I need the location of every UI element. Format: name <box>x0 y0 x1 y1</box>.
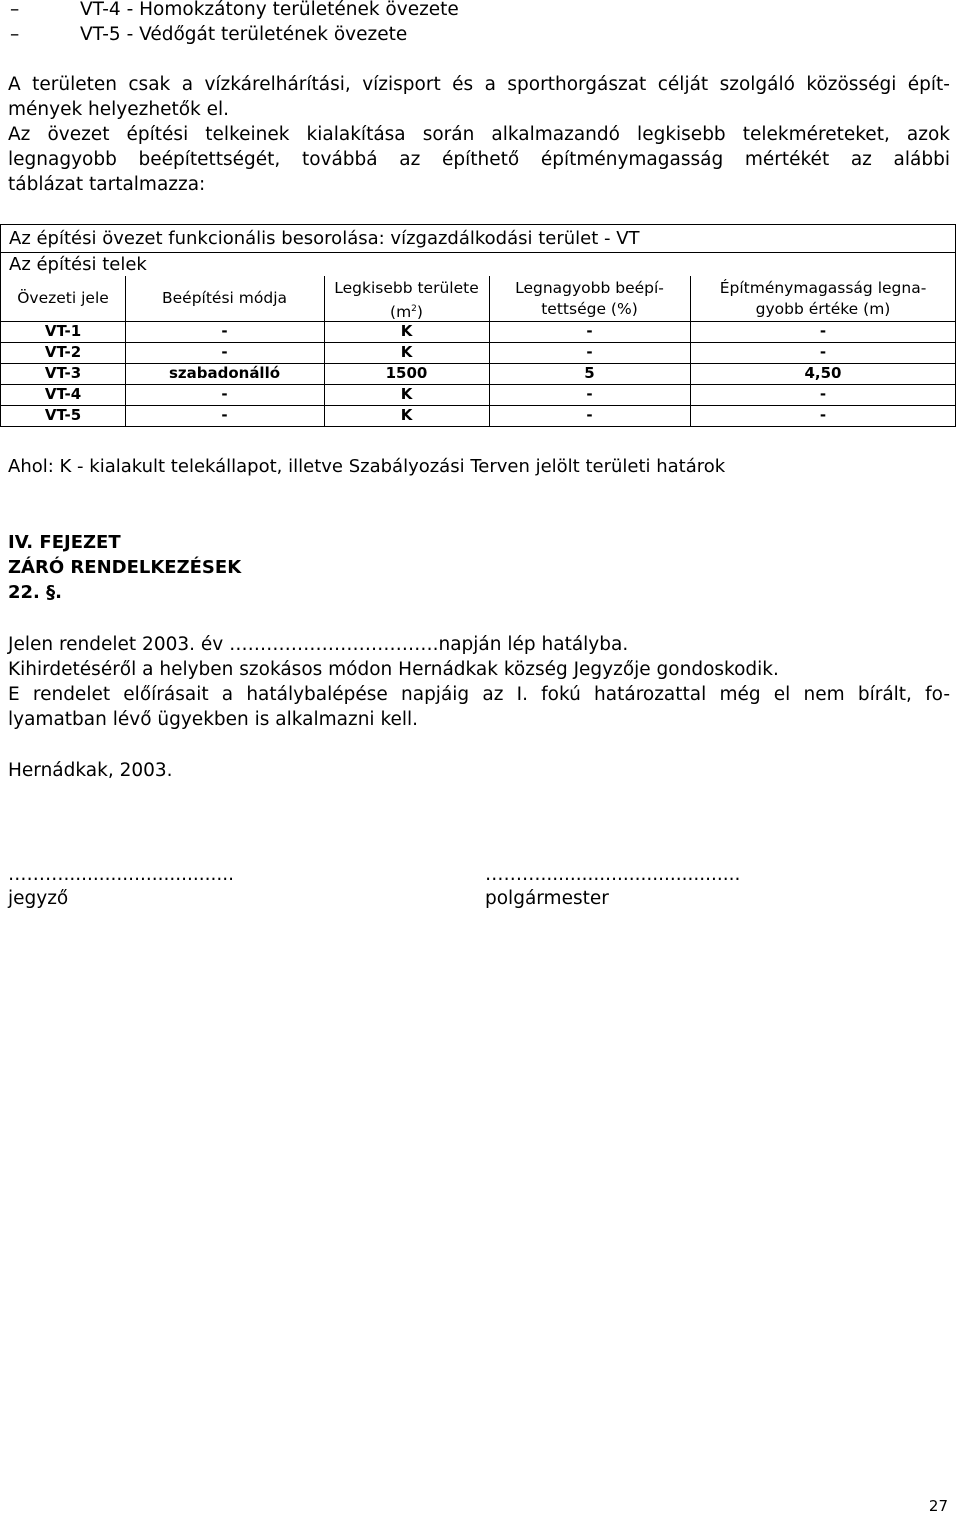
table-cell: - <box>586 343 593 361</box>
table-cell: - <box>221 406 228 424</box>
column-header-building-mode: Beépítési módja <box>162 289 287 307</box>
column-header-zone-code: Övezeti jele <box>17 289 109 307</box>
table-cell: K <box>400 322 413 340</box>
promulgation-line: Kihirdetéséről a helyben szokásos módon Hernádkak község Jegyzője gondoskodik. <box>8 659 779 680</box>
chapter-number: IV. FEJEZET <box>8 532 121 553</box>
table-cell: - <box>819 322 827 340</box>
table-cell: - <box>586 322 593 340</box>
paragraph-line: lyamatban lévő ügyekben is alkalmazni kell. <box>8 709 419 730</box>
section-number: 22. §. <box>8 582 62 603</box>
paragraph-line: mények helyezhetők el. <box>8 99 230 120</box>
list-item <box>10 0 459 22</box>
list-dash: – <box>10 0 20 20</box>
paragraph-line: A területen csak a vízkárelhárítási, vízisport és a sporthorgászat célját szolgáló közösségi épít- <box>8 74 950 95</box>
signature-line-mayor: ……….................................. <box>485 864 741 885</box>
table-cell: - <box>221 343 228 361</box>
header-text: gyobb értéke (m) <box>755 300 891 318</box>
table-cell: szabadonálló <box>168 364 281 382</box>
list-item-text: VT-5 - Védőgát területének övezete <box>80 24 408 45</box>
paragraph-plot-sizes <box>8 122 950 197</box>
table-cell: - <box>221 322 228 340</box>
paragraph-transitional <box>8 682 950 732</box>
paragraph-usage <box>8 72 950 122</box>
effective-date-line: Jelen rendelet 2003. év …………………………….napján lép hatályba. <box>8 634 629 655</box>
table-cell: VT-2 <box>44 343 82 361</box>
table-cell: 5 <box>584 364 595 382</box>
header-text: Építménymagasság legna- <box>719 279 927 297</box>
table-cell: - <box>819 385 827 403</box>
signature-role-mayor: polgármester <box>485 888 609 909</box>
list-item-text: VT-4 - Homokzátony területének övezete <box>80 0 459 20</box>
table-cell: - <box>819 343 827 361</box>
paragraph-line: E rendelet előírásait a hatálybalépése napjáig az I. fokú határozattal még el nem bírált, fo- <box>8 684 950 705</box>
chapter-title: ZÁRÓ RENDELKEZÉSEK <box>8 557 242 578</box>
column-header-max-height <box>690 278 956 320</box>
paragraph-line: legnagyobb beépítettségét, továbbá az építhető építménymagasság mértékét az alábbi <box>8 149 950 170</box>
table-cell: - <box>819 406 827 424</box>
paragraph-line: táblázat tartalmazza: <box>8 174 206 195</box>
list-item <box>10 22 407 47</box>
column-header-min-area <box>324 278 489 323</box>
zoning-table <box>0 224 956 427</box>
list-dash: – <box>10 24 20 45</box>
table-cell: - <box>586 406 593 424</box>
table-cell: 1500 <box>385 364 428 382</box>
table-cell: K <box>400 406 413 424</box>
table-cell: - <box>221 385 228 403</box>
table-cell: 4,50 <box>804 364 842 382</box>
place-and-date: Hernádkak, 2003. <box>8 760 173 781</box>
header-text: Legkisebb területe <box>334 279 479 297</box>
table-cell: - <box>586 385 593 403</box>
header-text: (m <box>390 303 412 322</box>
signature-role-notary: jegyző <box>8 888 69 909</box>
paragraph-line: Az övezet építési telkeinek kialakítása során alkalmazandó legkisebb telekméreteket, azok <box>8 124 950 145</box>
table-cell: VT-3 <box>44 364 82 382</box>
table-cell: VT-4 <box>44 385 82 403</box>
table-cell: VT-5 <box>44 406 82 424</box>
column-header-max-coverage <box>489 278 690 320</box>
header-text: tettsége (%) <box>541 300 638 318</box>
page-number: 27 <box>928 1497 948 1515</box>
table-cell: K <box>400 343 413 361</box>
table-cell: K <box>400 385 413 403</box>
table-legend-note: Ahol: K - kialakult telekállapot, illetve Szabályozási Terven jelölt területi határok <box>8 456 726 477</box>
header-superscript: 2 <box>411 304 417 314</box>
table-cell: VT-1 <box>44 322 82 340</box>
table-title: Az építési övezet funkcionális besorolása: vízgazdálkodási terület - VT <box>9 228 640 249</box>
header-text: Legnagyobb beépí- <box>515 279 664 297</box>
signature-line-notary: ………............................. <box>8 864 235 885</box>
table-subtitle: Az építési telek <box>9 254 147 275</box>
header-text: ) <box>416 303 423 322</box>
